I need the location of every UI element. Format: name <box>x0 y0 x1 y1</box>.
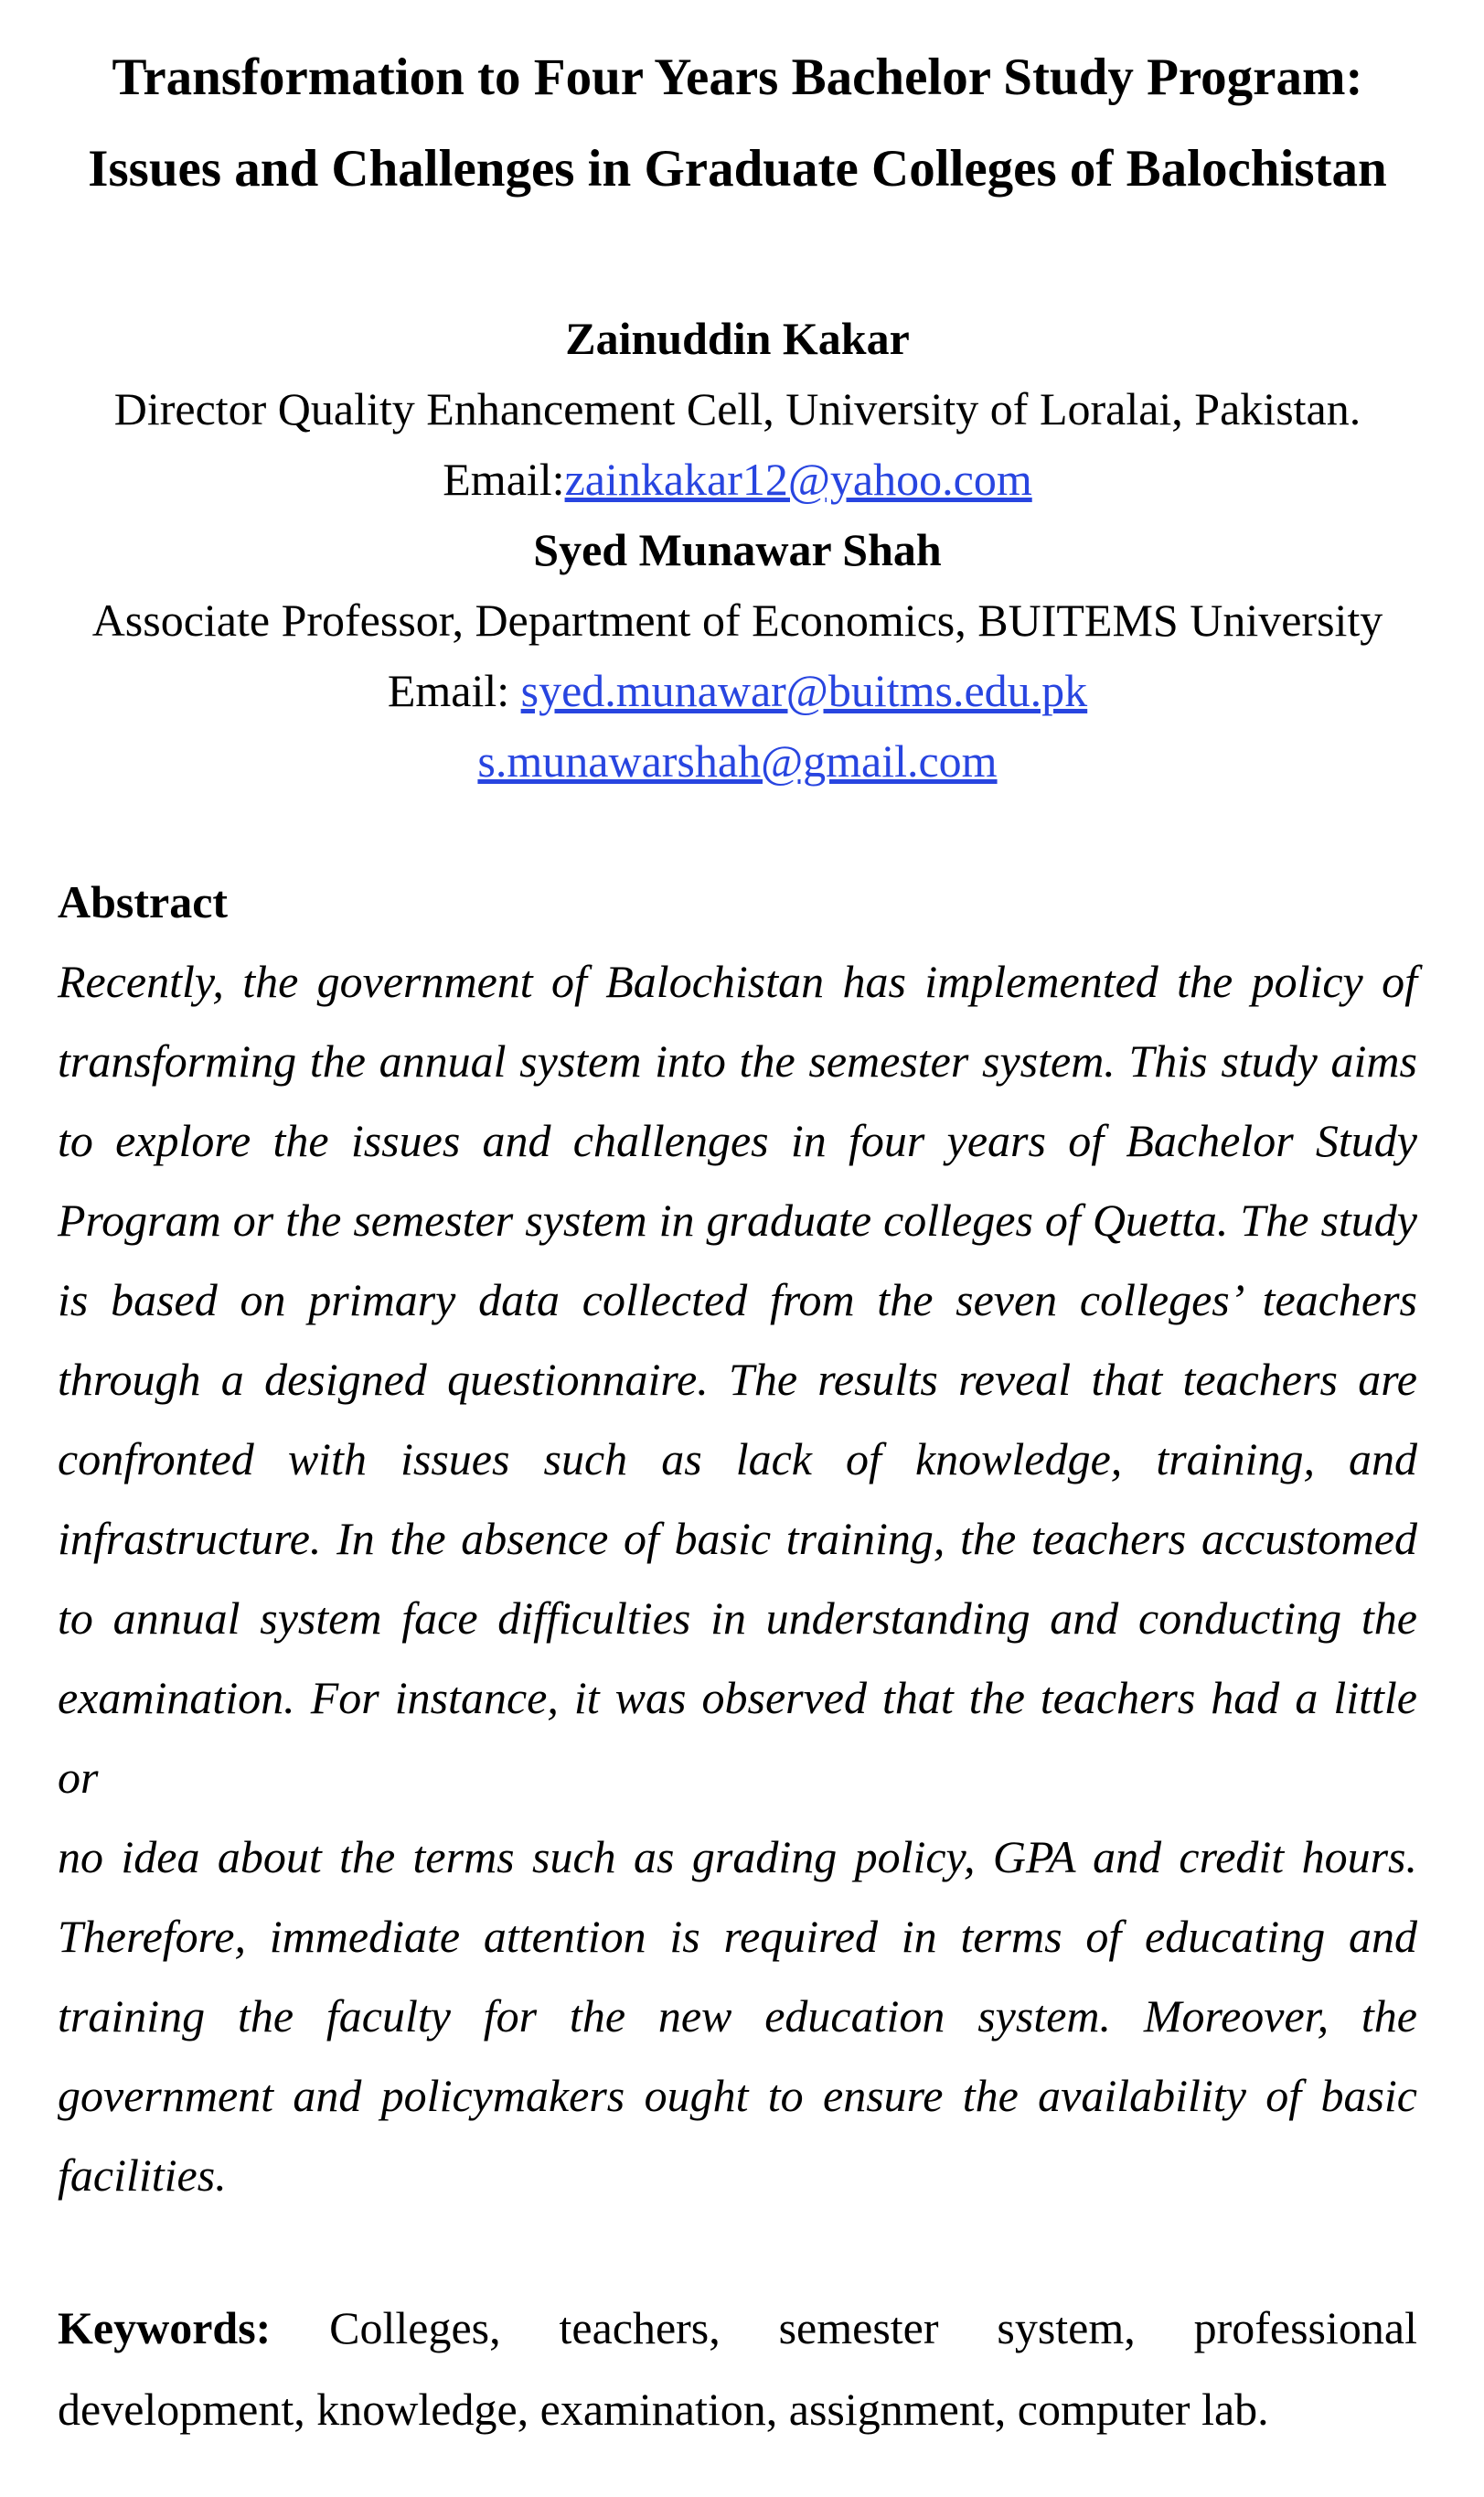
author-2-alt-email-line <box>58 726 1417 797</box>
keywords-label: Keywords: <box>58 2302 272 2353</box>
abstract-body <box>58 942 1417 2215</box>
paper-title-line-2: Issues and Challenges in Graduate Colleges of Balochistan <box>88 140 1387 198</box>
abstract-line: is based on primary data collected from the seven colleges’ teachers <box>58 1274 1417 1325</box>
author-1-affiliation: Director Quality Enhancement Cell, University of Loralai, Pakistan. <box>113 383 1361 434</box>
abstract-line: Therefore, immediate attention is required in terms of educating and <box>58 1911 1417 1962</box>
author-1-email-link[interactable]: zainkakar12@yahoo.com <box>564 454 1032 505</box>
abstract-line: to annual system face difficulties in understanding and conducting the <box>58 1592 1417 1644</box>
abstract-line: training the faculty for the new education system. Moreover, the <box>58 1990 1417 2042</box>
abstract-line: facilities. <box>58 2149 227 2201</box>
author-2-email-label: Email: <box>387 665 521 716</box>
author-2-email-line <box>58 656 1417 726</box>
abstract-line: government and policymakers ought to ensure the availability of basic <box>58 2070 1417 2121</box>
abstract-line: no idea about the terms such as grading policy, GPA and credit hours. <box>58 1831 1417 1882</box>
abstract-line: confronted with issues such as lack of knowledge, training, and <box>58 1433 1417 1484</box>
abstract-line: transforming the annual system into the semester system. This study aims <box>58 1035 1417 1087</box>
abstract-line: infrastructure. In the absence of basic training, the teachers accustomed <box>58 1513 1417 1564</box>
abstract-line: to explore the issues and challenges in four years of Bachelor Study <box>58 1115 1417 1166</box>
paper-title-line-1: Transformation to Four Years Bachelor Study Program: <box>112 48 1363 106</box>
abstract-line: Program or the semester system in graduate colleges of Quetta. The study <box>58 1195 1417 1246</box>
abstract-line: examination. For instance, it was observed that the teachers had a little or <box>58 1672 1417 1803</box>
author-2-email-link[interactable]: syed.munawar@buitms.edu.pk <box>520 665 1088 716</box>
abstract-line: through a designed questionnaire. The results reveal that teachers are <box>58 1354 1417 1405</box>
author-1-email-label: Email: <box>443 454 565 505</box>
abstract-heading: Abstract <box>58 876 229 927</box>
keywords-section <box>58 2288 1417 2450</box>
author-2-affiliation: Associate Professor, Department of Economics, BUITEMS University <box>91 595 1383 646</box>
author-1-email-line <box>58 445 1417 515</box>
page-content <box>0 32 1484 2450</box>
authors-section <box>58 304 1417 797</box>
paper-title <box>58 32 1417 215</box>
author-2-alt-email-link[interactable]: s.munawarshah@gmail.com <box>477 735 998 787</box>
author-1-name: Zainuddin Kakar <box>565 313 910 364</box>
keywords-line-2: development, knowledge, examination, assignment, computer lab. <box>58 2384 1269 2435</box>
abstract-line: Recently, the government of Balochistan has implemented the policy of <box>58 956 1417 1007</box>
author-2-name: Syed Munawar Shah <box>533 524 942 575</box>
keywords-line-1 <box>58 2288 1417 2369</box>
keywords-line-1-text: Colleges, teachers, semester system, professional <box>271 2302 1417 2353</box>
